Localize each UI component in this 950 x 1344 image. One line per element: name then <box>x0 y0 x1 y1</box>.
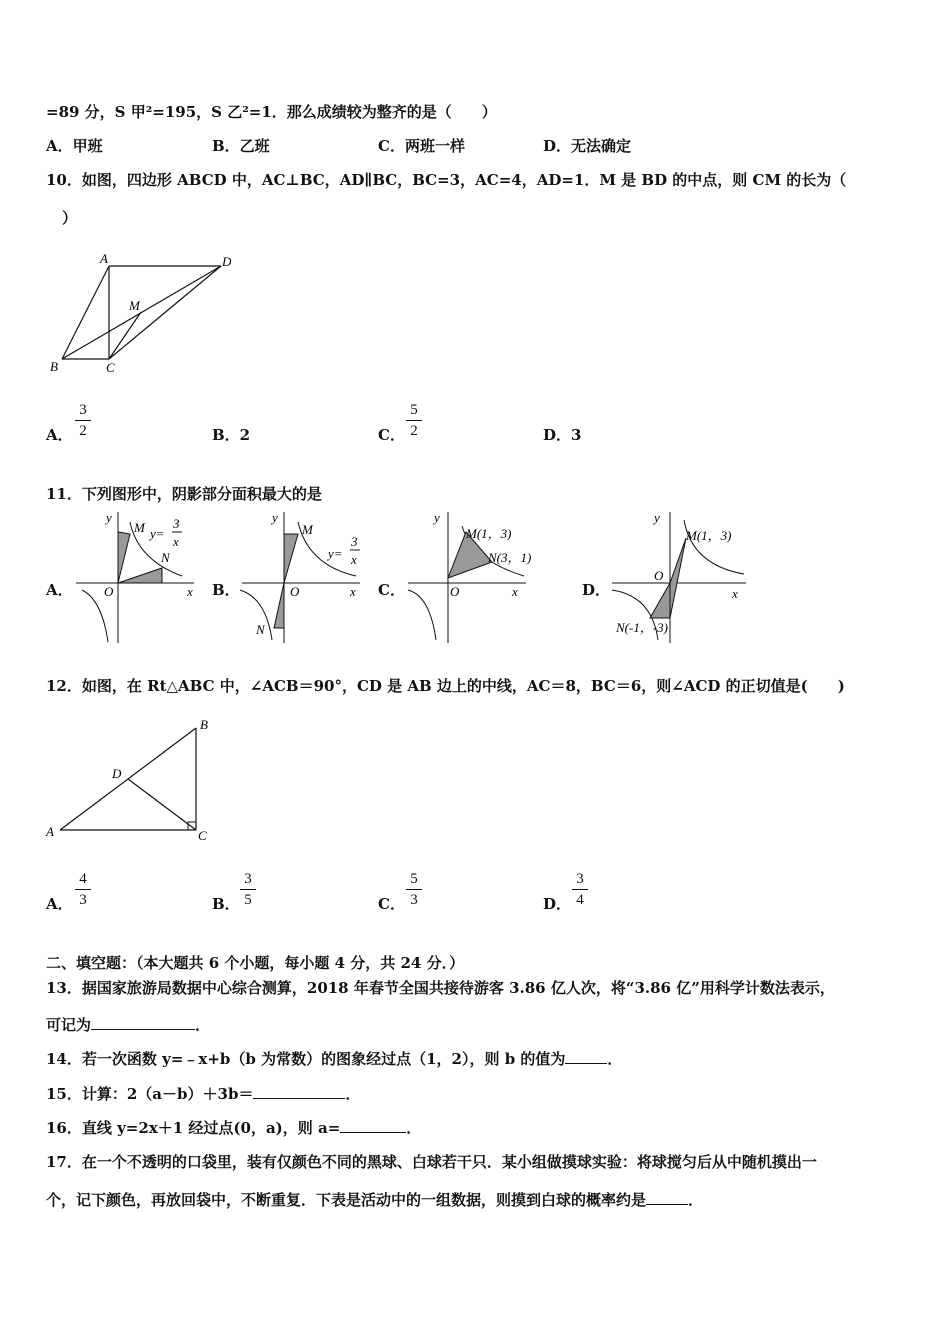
q11b-func-y: y= <box>328 546 343 561</box>
q11a-label-m: M <box>134 520 145 535</box>
q10-label-m: M <box>129 298 140 313</box>
q14 <box>46 1049 622 1069</box>
q11-graph-c <box>404 510 554 645</box>
q14-answer-blank[interactable] <box>565 1049 607 1064</box>
q14-text: 14．若一次函数 y=﹣x+b（b 为常数）的图象经过点（1，2），则 b 的值为 <box>46 1050 566 1068</box>
q11a-label-y: y <box>106 510 112 525</box>
q12-option-b-fraction <box>240 869 256 910</box>
q15-text: 15．计算：2（a－b）＋3b＝ <box>46 1085 254 1103</box>
q10-stem-cont: ） <box>62 209 78 227</box>
q10-label-d: D <box>222 254 232 269</box>
q11c-label-x: x <box>512 584 518 599</box>
q12-label-a: A <box>46 824 54 839</box>
q11-option-c-letter: C． <box>378 581 405 599</box>
q13-answer-blank[interactable] <box>91 1015 195 1030</box>
q10-label-c: C <box>106 360 115 375</box>
q11b-label-x: x <box>350 584 356 599</box>
q12-label-b: B <box>200 717 208 732</box>
q16-answer-blank[interactable] <box>340 1118 406 1133</box>
q11d-label-o: O <box>654 568 664 583</box>
q12-option-a-den: 3 <box>79 892 87 908</box>
q9-option-b: B．乙班 <box>212 137 270 155</box>
q10-option-a-letter: A． <box>46 426 73 444</box>
q10-option-c-den: 2 <box>410 423 418 439</box>
q12-option-a-fraction <box>75 869 91 910</box>
q12-option-d-den: 4 <box>576 892 584 908</box>
q16-end: ． <box>406 1119 422 1137</box>
q11b-label-o: O <box>290 584 300 599</box>
q9-option-c: C．两班一样 <box>378 137 465 155</box>
q11b-func-num: 3 <box>351 534 358 549</box>
q10-edge-cm <box>109 312 141 359</box>
q9-option-d: D．无法确定 <box>543 137 632 155</box>
q17-line2 <box>46 1190 703 1210</box>
q10-option-a-fraction <box>75 400 91 441</box>
q11a-func-num: 3 <box>173 516 180 531</box>
q11b-label-n: N <box>256 622 265 637</box>
q11a-shade-2 <box>118 568 162 583</box>
q11-graph-a <box>72 510 197 645</box>
q12-option-b-letter: B． <box>212 895 240 913</box>
q17-text: 个，记下颜色，再放回袋中，不断重复．下表是活动中的一组数据，则摸到白球的概率约是 <box>46 1191 647 1209</box>
q13-line2 <box>46 1015 210 1035</box>
q12-edge-cd <box>128 779 196 830</box>
q11a-label-o: O <box>104 584 114 599</box>
q11-stem: 11．下列图形中，阴影部分面积最大的是 <box>46 485 322 503</box>
section2-heading: 二、填空题：（本大题共 6 个小题，每小题 4 分，共 24 分．） <box>46 954 465 972</box>
q10-option-a-den: 2 <box>79 423 87 439</box>
q11c-label-n: N(3，1) <box>488 550 532 565</box>
q12-label-d: D <box>112 766 122 781</box>
q11-graph-d <box>608 510 753 645</box>
q12-option-c-fraction <box>406 869 422 910</box>
q12-label-c: C <box>198 828 207 843</box>
q10-option-c-fraction <box>406 400 422 441</box>
q11a-func-den: x <box>173 534 179 549</box>
q12-option-b-den: 5 <box>244 892 252 908</box>
q11-graph-b <box>238 510 363 645</box>
q10-option-c-letter: C． <box>378 426 405 444</box>
q12-option-c-num: 5 <box>406 869 422 890</box>
q12-option-d-letter: D． <box>543 895 572 913</box>
q13-end: ． <box>195 1016 211 1034</box>
q15-end: ． <box>345 1085 361 1103</box>
q11-option-d-letter: D． <box>582 581 611 599</box>
q11a-shade-1 <box>118 532 130 583</box>
q10-figure <box>40 245 250 380</box>
q10-option-a-num: 3 <box>75 400 91 421</box>
q10-option-d: D．3 <box>543 426 582 444</box>
q14-end: ． <box>607 1050 623 1068</box>
q11-option-a-letter: A． <box>46 581 73 599</box>
q9-option-a: A．甲班 <box>46 137 103 155</box>
q12-option-c-letter: C． <box>378 895 405 913</box>
q11d-label-n: N(-1，-3) <box>616 620 668 635</box>
q11a-label-n: N <box>161 550 170 565</box>
q11a-func-y: y= <box>150 526 165 541</box>
q10-stem: 10．如图，四边形 ABCD 中，AC⊥BC，AD∥BC，BC=3，AC=4，AD=1．M 是 BD 的中点，则 CM 的长为（ <box>46 171 847 189</box>
q11d-shade-2 <box>670 538 686 618</box>
q12-option-b-num: 3 <box>240 869 256 890</box>
q12-option-a-num: 4 <box>75 869 91 890</box>
q11d-shade-1 <box>650 583 670 618</box>
q11-option-b-letter: B． <box>212 581 240 599</box>
q11c-label-o: O <box>450 584 460 599</box>
q13-line1: 13．据国家旅游局数据中心综合测算，2018 年春节全国共接待游客 3.86 亿人次，将“3.86 亿”用科学计数法表示， <box>46 979 835 997</box>
q11c-label-m: M(1，3) <box>466 526 512 541</box>
q11d-label-m: M(1，3) <box>686 528 732 543</box>
q10-option-c-num: 5 <box>406 400 422 421</box>
q16 <box>46 1118 421 1138</box>
q11d-label-x: x <box>732 586 738 601</box>
q15-answer-blank[interactable] <box>253 1084 345 1099</box>
q12-option-a-letter: A． <box>46 895 73 913</box>
q11b-shade-1 <box>284 534 298 583</box>
q17-answer-blank[interactable] <box>646 1190 688 1205</box>
q17-line1: 17．在一个不透明的口袋里，装有仅颜色不同的黑球、白球若干只．某小组做摸球实验：将球搅匀后从中随机摸出一 <box>46 1153 817 1171</box>
q12-figure <box>40 712 220 847</box>
q11c-label-y: y <box>434 510 440 525</box>
q11b-func-den: x <box>351 552 357 567</box>
q12-option-d-num: 3 <box>572 869 588 890</box>
q10-label-b: B <box>50 359 58 374</box>
q12-stem: 12．如图，在 Rt△ABC 中，∠ACB＝90°，CD 是 AB 边上的中线，AC＝8，BC＝6，则∠ACD 的正切值是( ) <box>46 677 845 695</box>
q11a-label-x: x <box>187 584 193 599</box>
q12-option-d-fraction <box>572 869 588 910</box>
q12-option-c-den: 3 <box>410 892 418 908</box>
q11b-shade-2 <box>274 583 284 628</box>
q15 <box>46 1084 360 1104</box>
q10-edge-cd <box>109 266 221 359</box>
q16-text: 16．直线 y=2x＋1 经过点(0，a)，则 a= <box>46 1119 341 1137</box>
q17-end: ． <box>688 1191 704 1209</box>
q11b-label-m: M <box>302 522 313 537</box>
q11b-label-y: y <box>272 510 278 525</box>
q9-stem: =89 分，S 甲²=195，S 乙²=1．那么成绩较为整齐的是（ ） <box>46 103 497 121</box>
q10-label-a: A <box>100 251 108 266</box>
q10-option-b: B．2 <box>212 426 251 444</box>
q13-prefix: 可记为 <box>46 1016 92 1034</box>
q11d-label-y: y <box>654 510 660 525</box>
